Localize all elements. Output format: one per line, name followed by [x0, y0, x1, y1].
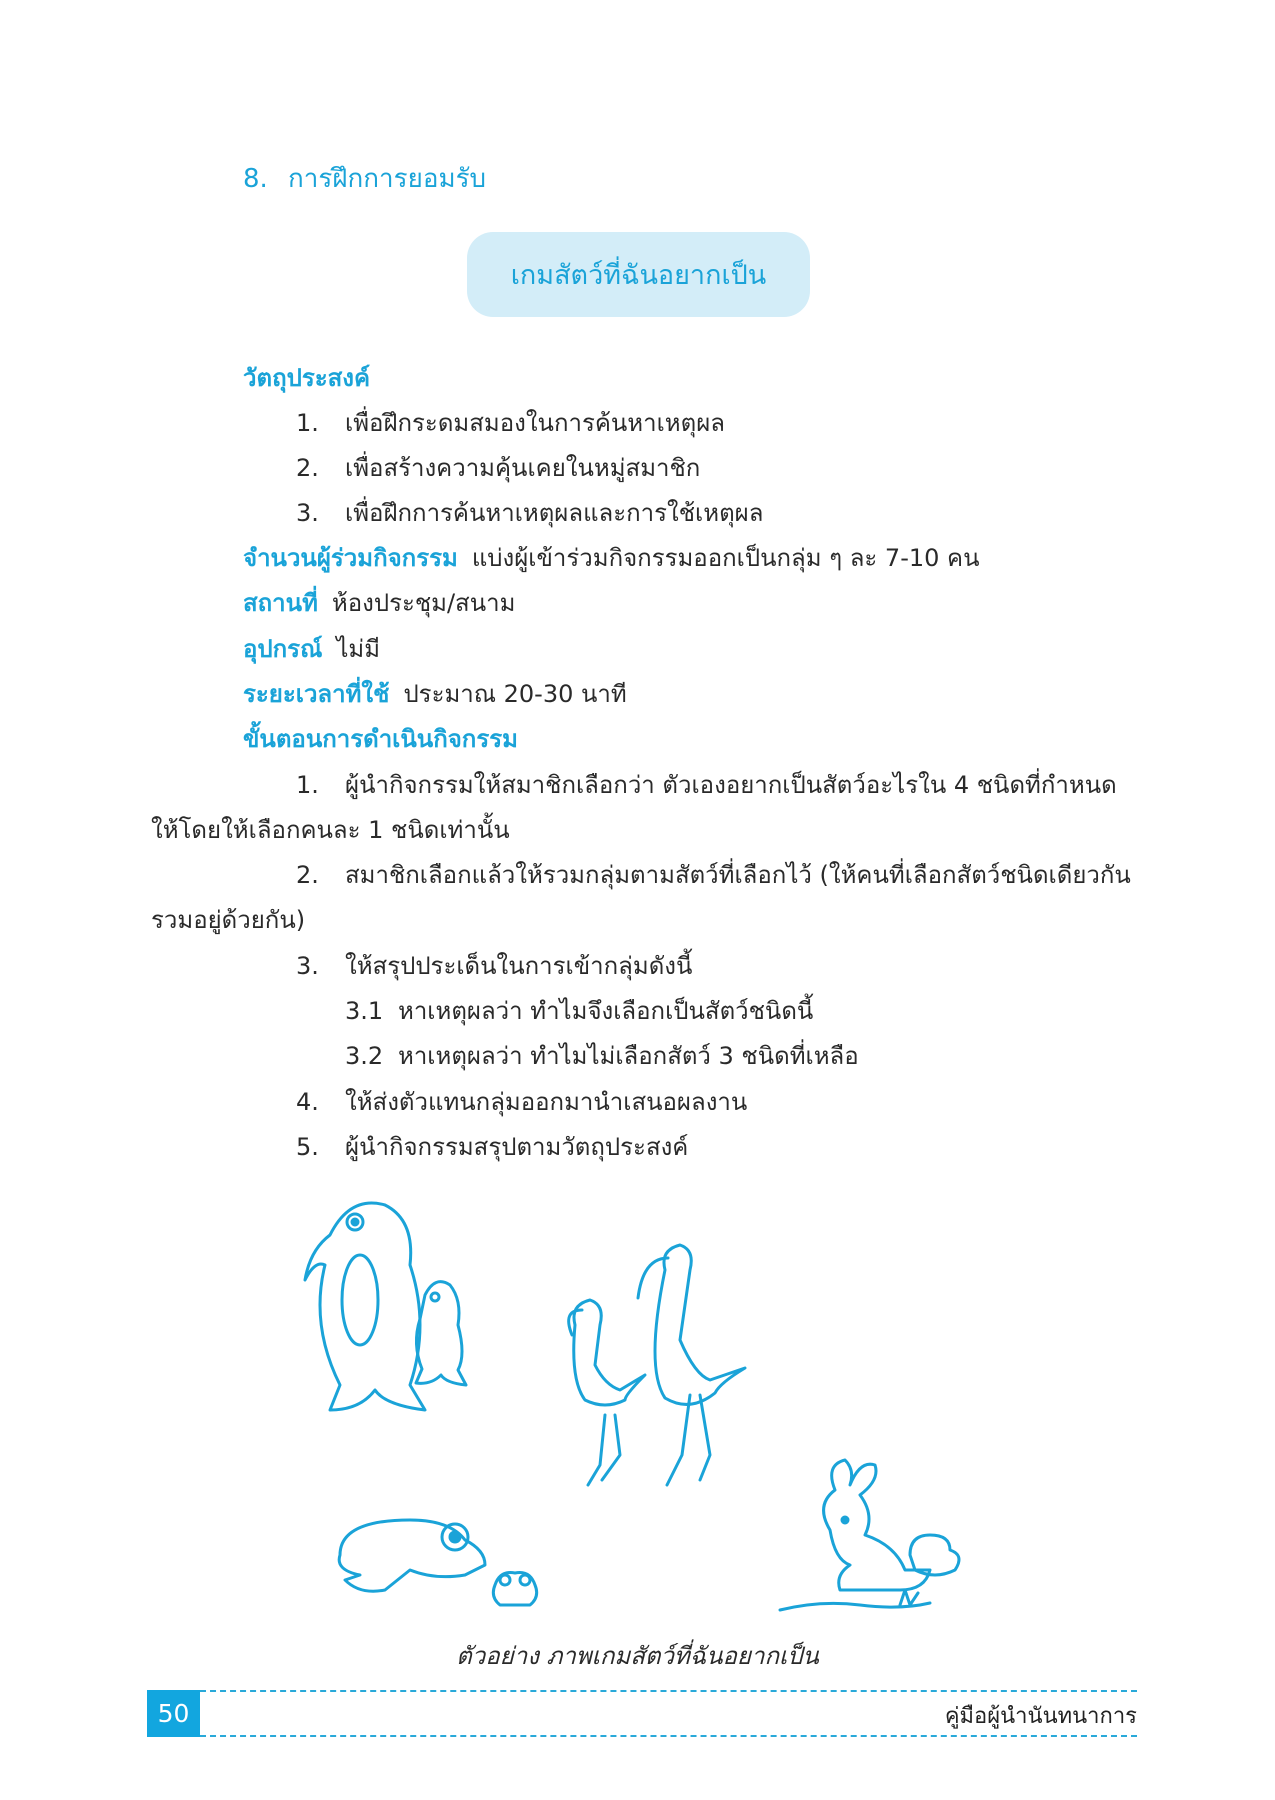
objective-item: 1. เพื่อฝึกระดมสมองในการค้นหาเหตุผล	[296, 409, 725, 437]
penguin-illustration	[305, 1203, 466, 1410]
step-5: 5. ผู้นำกิจกรรมสรุปตามวัตถุประสงค์	[296, 1133, 689, 1161]
step-3-1: 3.1 หาเหตุผลว่า ทำไมจึงเลือกเป็นสัตว์ชนิดนี้	[345, 997, 814, 1025]
page-number: 50	[147, 1690, 200, 1737]
steps-heading: ขั้นตอนการดำเนินกิจกรรม	[243, 725, 518, 753]
objective-item: 3. เพื่อฝึกการค้นหาเหตุผลและการใช้เหตุผล	[296, 499, 764, 527]
location-detail: สถานที่ ห้องประชุม/สนาม	[243, 589, 516, 617]
figure-caption: ตัวอย่าง ภาพเกมสัตว์ที่ฉันอยากเป็น	[456, 1642, 819, 1670]
rabbit-illustration	[780, 1460, 959, 1610]
book-title: คู่มือผู้นำนันทนาการ	[944, 1704, 1137, 1729]
frog-illustration	[339, 1520, 537, 1605]
crane-illustration	[569, 1245, 745, 1485]
footer-divider-bottom	[200, 1735, 1137, 1737]
game-title: เกมสัตว์ที่ฉันอยากเป็น	[510, 260, 767, 291]
objectives-heading: วัตถุประสงค์	[243, 364, 371, 392]
step-4: 4. ให้ส่งตัวแทนกลุ่มออกมานำเสนอผลงาน	[296, 1088, 748, 1116]
equipment-detail: อุปกรณ์ ไม่มี	[243, 635, 381, 663]
participants-detail: จำนวนผู้ร่วมกิจกรรม แบ่งผู้เข้าร่วมกิจกรรมออกเป็นกลุ่ม ๆ ละ 7-10 คน	[243, 544, 980, 572]
footer-divider-top	[200, 1690, 1137, 1692]
step-2-cont: รวมอยู่ด้วยกัน)	[151, 906, 306, 934]
step-1-cont: ให้โดยให้เลือกคนละ 1 ชนิดเท่านั้น	[151, 816, 510, 844]
objective-item: 2. เพื่อสร้างความคุ้นเคยในหมู่สมาชิก	[296, 454, 701, 482]
step-1: 1. ผู้นำกิจกรรมให้สมาชิกเลือกว่า ตัวเองอยากเป็นสัตว์อะไรใน 4 ชนิดที่กำหนด	[296, 771, 1117, 799]
duration-detail: ระยะเวลาที่ใช้ ประมาณ 20-30 นาที	[243, 680, 627, 708]
step-2: 2. สมาชิกเลือกแล้วให้รวมกลุ่มตามสัตว์ที่เลือกไว้ (ให้คนที่เลือกสัตว์ชนิดเดียวกัน	[296, 861, 1131, 889]
section-heading: 8. การฝึกการยอมรับ	[243, 164, 487, 194]
step-3: 3. ให้สรุปประเด็นในการเข้ากลุ่มดังนี้	[296, 952, 693, 980]
step-3-2: 3.2 หาเหตุผลว่า ทำไมไม่เลือกสัตว์ 3 ชนิดที่เหลือ	[345, 1042, 859, 1070]
